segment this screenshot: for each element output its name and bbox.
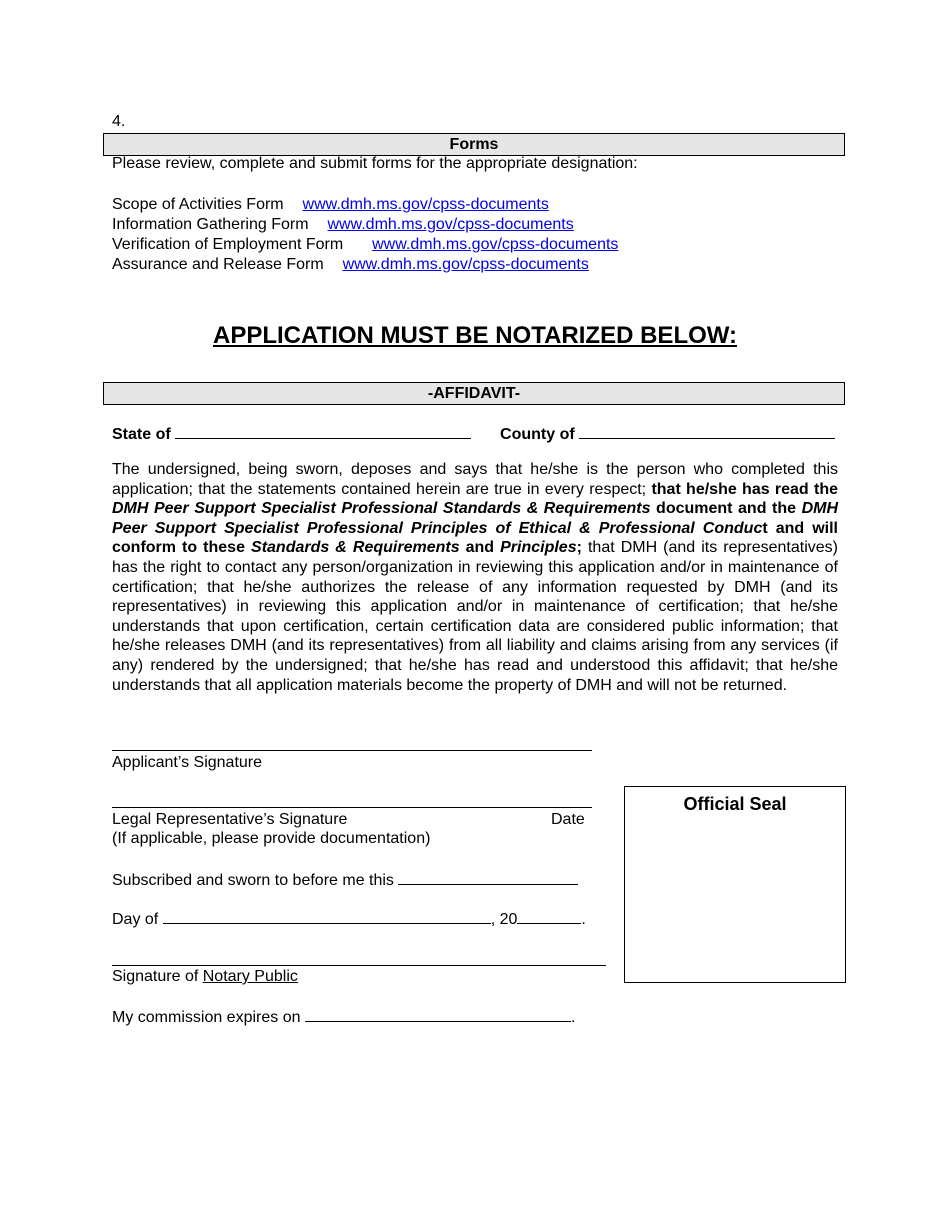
affidavit-text: The undersigned, being sworn, deposes and says that he/she is the person who completed this application; that the statements contained herein are true in every respect; xyxy=(112,461,838,498)
legal-rep-note: (If applicable, please provide documentation) xyxy=(112,830,431,847)
state-label: State of xyxy=(112,426,171,443)
notary-signature-label xyxy=(112,968,298,986)
form-label: Assurance and Release Form xyxy=(112,256,324,273)
affidavit-text: that DMH (and its representatives) has the right to contact any person/organization in reviewing this application and/or in maintenance of certification; that he/she authorizes the release of any information requested by DMH (and its representatives) in reviewing this application and/or in maintenance of certification; that he/she understands that upon certification, certain certification data are considered public information; that he/she releases DMH (and its representatives) from all liability and claims arising from any services (if any) rendered by the undersigned; that he/she has read and understood this affidavit; that he/she understands that all application materials become the property of DMH and will not be returned. xyxy=(112,539,838,694)
standards-doc-title: DMH Peer Support Specialist Professional Standards & Requirements xyxy=(112,500,651,518)
day-of-row xyxy=(112,909,586,929)
commission-field[interactable] xyxy=(305,1007,571,1022)
affidavit-bold-text: that he/she has read the xyxy=(651,480,838,498)
form-label: Information Gathering Form xyxy=(112,216,309,233)
applicant-signature-label: Applicant’s Signature xyxy=(112,754,263,771)
form-row-scope xyxy=(112,195,618,215)
official-seal-label: Official Seal xyxy=(683,794,787,814)
year-field[interactable] xyxy=(517,909,581,924)
forms-header: Forms xyxy=(103,133,845,156)
commission-row xyxy=(112,1007,575,1027)
subscribed-label: Subscribed and sworn to before me this xyxy=(112,872,394,889)
subscribed-field[interactable] xyxy=(398,870,578,885)
year-prefix: , 20 xyxy=(490,911,518,928)
form-label: Scope of Activities Form xyxy=(112,196,284,213)
day-field[interactable] xyxy=(163,909,491,924)
notary-signature-line[interactable] xyxy=(112,965,606,966)
affidavit-bold-text: ; xyxy=(576,539,582,557)
commission-label: My commission expires on xyxy=(112,1009,301,1026)
affidavit-bold-text: and xyxy=(459,539,501,557)
forms-intro: Please review, complete and submit forms for the appropriate designation: xyxy=(112,155,638,172)
affidavit-bold-text: t and will conform to these xyxy=(112,519,838,557)
legal-rep-signature-label: Legal Representative’s Signature xyxy=(112,811,348,828)
form-row-assurance xyxy=(112,255,618,275)
subscribed-row xyxy=(112,870,578,890)
principles-ref: Principles xyxy=(500,539,577,557)
affidavit-header: -AFFIDAVIT- xyxy=(103,382,845,405)
principles-doc-title: DMH Peer Support Specialist Professional Principles of Ethical & Professional Conduc xyxy=(112,500,839,537)
form-row-information xyxy=(112,215,618,235)
affidavit-bold-text: document and the xyxy=(650,500,802,518)
form-link[interactable]: www.dmh.ms.gov/cpss-documents xyxy=(302,196,549,213)
state-field[interactable] xyxy=(175,424,471,439)
notary-public-text: Notary Public xyxy=(202,968,298,985)
notary-prefix: Signature of xyxy=(112,968,203,985)
form-row-verification xyxy=(112,235,618,255)
date-label: Date xyxy=(551,811,585,828)
county-field[interactable] xyxy=(579,424,835,439)
day-of-label: Day of xyxy=(112,911,159,928)
affidavit-body xyxy=(112,460,838,695)
official-seal-box xyxy=(624,786,846,983)
legal-rep-signature-line[interactable] xyxy=(112,807,592,808)
commission-end: . xyxy=(570,1009,576,1026)
state-county-row xyxy=(112,424,838,444)
forms-list xyxy=(112,195,618,275)
section-number: 4. xyxy=(112,113,126,130)
form-label: Verification of Employment Form xyxy=(112,236,344,253)
notarize-heading: APPLICATION MUST BE NOTARIZED BELOW: xyxy=(213,322,737,349)
form-link[interactable]: www.dmh.ms.gov/cpss-documents xyxy=(372,236,619,253)
standards-ref: Standards & Requirements xyxy=(251,539,460,557)
form-link[interactable]: www.dmh.ms.gov/cpss-documents xyxy=(327,216,574,233)
form-link[interactable]: www.dmh.ms.gov/cpss-documents xyxy=(342,256,589,273)
day-period: . xyxy=(581,911,586,928)
applicant-signature-line[interactable] xyxy=(112,750,592,751)
county-label: County of xyxy=(500,426,575,443)
